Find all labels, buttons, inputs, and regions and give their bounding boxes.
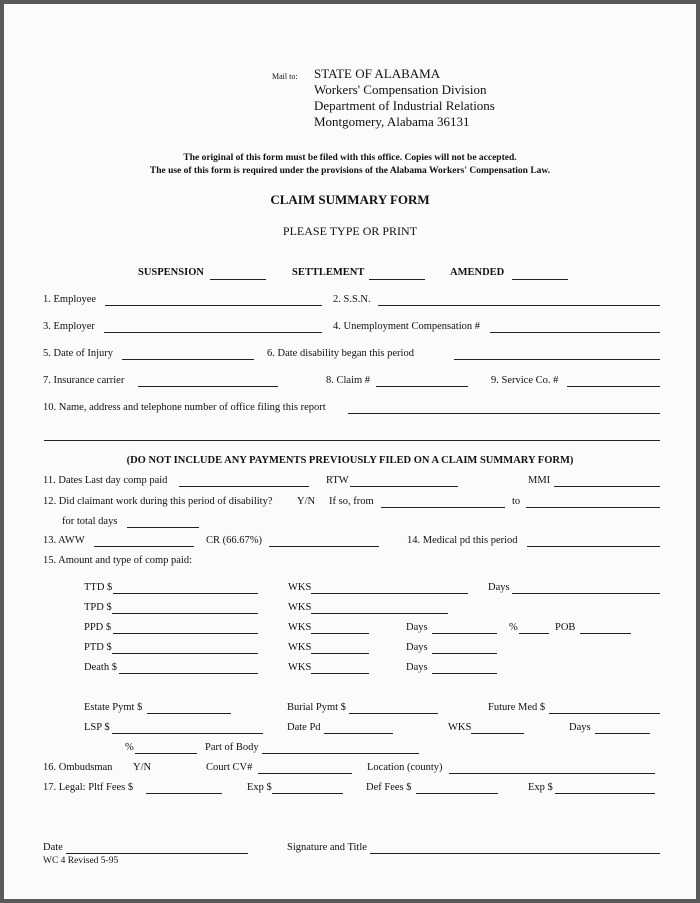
rtw-field[interactable]	[350, 486, 458, 487]
type-or-print: PLEASE TYPE OR PRINT	[282, 224, 418, 238]
future-med-label: Future Med $	[488, 702, 546, 713]
amended-field[interactable]	[512, 279, 568, 280]
tpd-label: TPD $	[84, 602, 112, 613]
death-wks-label: WKS	[288, 662, 312, 673]
def-fees-field[interactable]	[416, 793, 498, 794]
total-days-label: for total days	[62, 516, 118, 527]
tpd-wks-label: WKS	[288, 602, 312, 613]
part-of-body-label: Part of Body	[205, 742, 259, 753]
settlement-label: SETTLEMENT	[292, 267, 365, 278]
form-revision: WC 4 Revised 5-95	[43, 856, 119, 866]
filing-office-label: 10. Name, address and telephone number of office filing this report	[43, 402, 326, 413]
date-disability-began-label: 6. Date disability began this period	[267, 348, 414, 359]
ppd-wks-label: WKS	[288, 622, 312, 633]
signature-title-label: Signature and Title	[287, 842, 367, 853]
lsp-percent-label: %	[125, 742, 134, 753]
ptd-wks-field[interactable]	[311, 653, 369, 654]
address-line-4: Montgomery, Alabama 36131	[314, 114, 470, 129]
tpd-wks-field[interactable]	[311, 613, 448, 614]
ssn-label: 2. S.S.N.	[333, 294, 371, 305]
amount-type-comp-label: 15. Amount and type of comp paid:	[43, 555, 193, 566]
worked-to-field[interactable]	[526, 507, 660, 508]
pltf-exp-field[interactable]	[272, 793, 343, 794]
lsp-percent-field[interactable]	[135, 753, 197, 754]
signature-title-field[interactable]	[370, 853, 660, 854]
mmi-label: MMI	[528, 475, 551, 486]
medical-paid-field[interactable]	[527, 546, 660, 547]
employer-field[interactable]	[104, 332, 322, 333]
date-label: Date	[43, 842, 63, 853]
filing-office-field-line-2[interactable]	[44, 440, 660, 441]
ppd-days-label: Days	[406, 622, 428, 633]
mmi-field[interactable]	[554, 486, 660, 487]
ppd-percent-field[interactable]	[519, 633, 549, 634]
estate-pymt-field[interactable]	[147, 713, 231, 714]
pob-field[interactable]	[580, 633, 631, 634]
ttd-label: TTD $	[84, 582, 113, 593]
insurance-carrier-label: 7. Insurance carrier	[43, 375, 125, 386]
burial-pymt-label: Burial Pymt $	[287, 702, 346, 713]
employer-label: 3. Employer	[43, 321, 95, 332]
death-label: Death $	[84, 662, 117, 673]
location-county-field[interactable]	[449, 773, 655, 774]
pltf-fees-field[interactable]	[146, 793, 222, 794]
total-days-field[interactable]	[127, 527, 199, 528]
settlement-field[interactable]	[369, 279, 425, 280]
ppd-label: PPD $	[84, 622, 112, 633]
filing-office-field[interactable]	[348, 413, 660, 414]
court-cv-label: Court CV#	[206, 762, 253, 773]
ptd-days-label: Days	[406, 642, 428, 653]
last-day-comp-paid-field[interactable]	[179, 486, 309, 487]
lsp-days-field[interactable]	[595, 733, 650, 734]
cr-label: CR (66.67%)	[206, 535, 262, 546]
aww-label: 13. AWW	[43, 535, 85, 546]
date-paid-label: Date Pd	[287, 722, 321, 733]
ptd-field[interactable]	[112, 653, 258, 654]
ppd-field[interactable]	[113, 633, 258, 634]
death-field[interactable]	[119, 673, 258, 674]
lsp-days-label: Days	[569, 722, 591, 733]
service-co-field[interactable]	[567, 386, 660, 387]
claim-number-field[interactable]	[376, 386, 468, 387]
date-of-injury-field[interactable]	[122, 359, 254, 360]
ppd-days-field[interactable]	[432, 633, 497, 634]
notice-line-2: The use of this form is required under the provisions of the Alabama Workers' Compensation Law.	[149, 166, 551, 176]
legal-pltf-fees-label: 17. Legal: Pltf Fees $	[43, 782, 134, 793]
lsp-wks-field[interactable]	[471, 733, 524, 734]
if-so-from-label: If so, from	[329, 496, 374, 507]
worked-from-field[interactable]	[381, 507, 505, 508]
ptd-days-field[interactable]	[432, 653, 497, 654]
employee-label: 1. Employee	[43, 294, 97, 305]
date-of-injury-label: 5. Date of Injury	[43, 348, 113, 359]
unemployment-comp-field[interactable]	[490, 332, 660, 333]
ptd-label: PTD $	[84, 642, 112, 653]
medical-paid-label: 14. Medical pd this period	[407, 535, 518, 546]
court-cv-field[interactable]	[258, 773, 352, 774]
do-not-include-warning: (DO NOT INCLUDE ANY PAYMENTS PREVIOUSLY FILED ON A CLAIM SUMMARY FORM)	[126, 455, 574, 466]
date-field[interactable]	[66, 853, 248, 854]
ppd-wks-field[interactable]	[311, 633, 369, 634]
suspension-label: SUSPENSION	[138, 267, 204, 278]
location-county-label: Location (county)	[367, 762, 443, 773]
address-line-1: STATE OF ALABAMA	[314, 66, 441, 81]
ttd-field[interactable]	[113, 593, 258, 594]
death-days-label: Days	[406, 662, 428, 673]
part-of-body-field[interactable]	[262, 753, 419, 754]
date-paid-field[interactable]	[324, 733, 393, 734]
pltf-exp-label: Exp $	[247, 782, 272, 793]
ssn-field[interactable]	[378, 305, 660, 306]
ttd-days-label: Days	[488, 582, 510, 593]
worked-yn-label: Y/N	[297, 496, 316, 507]
estate-pymt-label: Estate Pymt $	[84, 702, 143, 713]
tpd-field[interactable]	[112, 613, 258, 614]
unemployment-comp-label: 4. Unemployment Compensation #	[333, 321, 480, 332]
amended-label: AMENDED	[450, 267, 505, 278]
ttd-days-field[interactable]	[512, 593, 660, 594]
ombudsman-label: 16. Ombudsman	[43, 762, 113, 773]
def-exp-field[interactable]	[555, 793, 655, 794]
date-disability-began-field[interactable]	[454, 359, 660, 360]
death-wks-field[interactable]	[311, 673, 369, 674]
lsp-field[interactable]	[112, 733, 263, 734]
address-line-3: Department of Industrial Relations	[314, 98, 495, 113]
notice-line-1: The original of this form must be filed with this office. Copies will not be accepted.	[183, 153, 517, 163]
service-co-label: 9. Service Co. #	[491, 375, 559, 386]
employee-field[interactable]	[105, 305, 322, 306]
def-exp-label: Exp $	[528, 782, 553, 793]
mail-to-label: Mail to:	[272, 72, 298, 81]
cr-field[interactable]	[269, 546, 379, 547]
address-line-2: Workers' Compensation Division	[314, 82, 487, 97]
aww-field[interactable]	[94, 546, 194, 547]
worked-during-disability-label: 12. Did claimant work during this period of disability?	[43, 496, 273, 507]
form-title: CLAIM SUMMARY FORM	[270, 192, 430, 207]
pob-label: POB	[555, 622, 576, 633]
worked-to-label: to	[512, 496, 521, 507]
ttd-wks-field[interactable]	[311, 593, 468, 594]
death-days-field[interactable]	[432, 673, 497, 674]
lsp-label: LSP $	[84, 722, 110, 733]
rtw-label: RTW	[326, 475, 349, 486]
suspension-field[interactable]	[210, 279, 266, 280]
last-day-comp-paid-label: 11. Dates Last day comp paid	[43, 475, 168, 486]
ombudsman-yn-label: Y/N	[133, 762, 152, 773]
def-fees-label: Def Fees $	[366, 782, 412, 793]
claim-number-label: 8. Claim #	[326, 375, 371, 386]
lsp-wks-label: WKS	[448, 722, 472, 733]
claim-summary-form	[4, 4, 696, 899]
future-med-field[interactable]	[549, 713, 660, 714]
ptd-wks-label: WKS	[288, 642, 312, 653]
burial-pymt-field[interactable]	[349, 713, 438, 714]
ttd-wks-label: WKS	[288, 582, 312, 593]
ppd-percent-label: %	[509, 622, 518, 633]
insurance-carrier-field[interactable]	[138, 386, 278, 387]
